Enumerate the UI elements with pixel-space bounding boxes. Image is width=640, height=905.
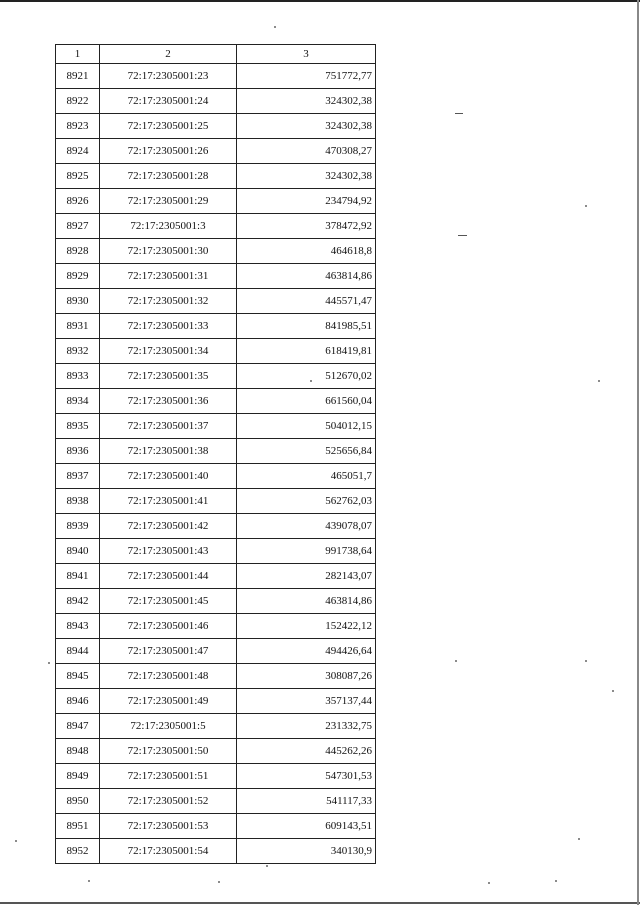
table-row xyxy=(56,239,376,264)
scan-speck xyxy=(598,380,600,382)
cadastral-number-cell: 72:17:2305001:53 xyxy=(100,814,237,839)
row-number-cell: 8943 xyxy=(56,614,100,639)
header-row xyxy=(56,45,376,64)
row-number-cell: 8933 xyxy=(56,364,100,389)
cadastral-value-cell: 470308,27 xyxy=(237,139,376,164)
row-number-cell: 8931 xyxy=(56,314,100,339)
scan-speck xyxy=(455,660,457,662)
table-row xyxy=(56,264,376,289)
cadastral-number-cell: 72:17:2305001:40 xyxy=(100,464,237,489)
table-row xyxy=(56,714,376,739)
table-row xyxy=(56,64,376,89)
row-number-cell: 8938 xyxy=(56,489,100,514)
cadastral-value-cell: 512670,02 xyxy=(237,364,376,389)
row-number-cell: 8927 xyxy=(56,214,100,239)
row-number-cell: 8944 xyxy=(56,639,100,664)
row-number-cell: 8923 xyxy=(56,114,100,139)
cadastral-number-cell: 72:17:2305001:34 xyxy=(100,339,237,364)
cadastral-value-cell: 324302,38 xyxy=(237,164,376,189)
page-top-edge xyxy=(0,0,640,2)
cadastral-value-table xyxy=(55,44,376,864)
cadastral-number-cell: 72:17:2305001:36 xyxy=(100,389,237,414)
table-row xyxy=(56,739,376,764)
scan-speck xyxy=(310,380,312,382)
column-header-1: 1 xyxy=(56,45,100,64)
cadastral-number-cell: 72:17:2305001:49 xyxy=(100,689,237,714)
table-row xyxy=(56,414,376,439)
cadastral-number-cell: 72:17:2305001:32 xyxy=(100,289,237,314)
cadastral-number-cell: 72:17:2305001:28 xyxy=(100,164,237,189)
cadastral-value-cell: 357137,44 xyxy=(237,689,376,714)
scan-speck xyxy=(88,880,90,882)
cadastral-value-cell: 324302,38 xyxy=(237,89,376,114)
table-row xyxy=(56,464,376,489)
scan-speck xyxy=(578,838,580,840)
table-row xyxy=(56,189,376,214)
cadastral-value-cell: 324302,38 xyxy=(237,114,376,139)
row-number-cell: 8934 xyxy=(56,389,100,414)
cadastral-number-cell: 72:17:2305001:42 xyxy=(100,514,237,539)
table-row xyxy=(56,539,376,564)
cadastral-number-cell: 72:17:2305001:45 xyxy=(100,589,237,614)
table-row xyxy=(56,164,376,189)
cadastral-number-cell: 72:17:2305001:3 xyxy=(100,214,237,239)
row-number-cell: 8932 xyxy=(56,339,100,364)
cadastral-number-cell: 72:17:2305001:50 xyxy=(100,739,237,764)
cadastral-number-cell: 72:17:2305001:29 xyxy=(100,189,237,214)
table-row xyxy=(56,639,376,664)
cadastral-value-cell: 152422,12 xyxy=(237,614,376,639)
cadastral-number-cell: 72:17:2305001:30 xyxy=(100,239,237,264)
cadastral-value-cell: 841985,51 xyxy=(237,314,376,339)
cadastral-number-cell: 72:17:2305001:25 xyxy=(100,114,237,139)
cadastral-number-cell: 72:17:2305001:24 xyxy=(100,89,237,114)
table-row xyxy=(56,364,376,389)
cadastral-value-cell: 308087,26 xyxy=(237,664,376,689)
table-row xyxy=(56,564,376,589)
cadastral-number-cell: 72:17:2305001:48 xyxy=(100,664,237,689)
row-number-cell: 8924 xyxy=(56,139,100,164)
cadastral-value-cell: 661560,04 xyxy=(237,389,376,414)
cadastral-value-cell: 541117,33 xyxy=(237,789,376,814)
row-number-cell: 8947 xyxy=(56,714,100,739)
scan-mark xyxy=(455,113,463,114)
cadastral-value-cell: 464618,8 xyxy=(237,239,376,264)
cadastral-number-cell: 72:17:2305001:54 xyxy=(100,839,237,864)
row-number-cell: 8940 xyxy=(56,539,100,564)
row-number-cell: 8951 xyxy=(56,814,100,839)
page-right-edge xyxy=(637,0,639,905)
row-number-cell: 8930 xyxy=(56,289,100,314)
scan-speck xyxy=(15,840,17,842)
row-number-cell: 8935 xyxy=(56,414,100,439)
row-number-cell: 8952 xyxy=(56,839,100,864)
cadastral-number-cell: 72:17:2305001:38 xyxy=(100,439,237,464)
cadastral-value-cell: 465051,7 xyxy=(237,464,376,489)
table-row xyxy=(56,214,376,239)
cadastral-value-cell: 609143,51 xyxy=(237,814,376,839)
table-row xyxy=(56,614,376,639)
row-number-cell: 8948 xyxy=(56,739,100,764)
table-row xyxy=(56,389,376,414)
cadastral-value-cell: 463814,86 xyxy=(237,264,376,289)
row-number-cell: 8936 xyxy=(56,439,100,464)
scan-mark xyxy=(458,235,467,236)
table-row xyxy=(56,664,376,689)
cadastral-number-cell: 72:17:2305001:41 xyxy=(100,489,237,514)
cadastral-value-cell: 439078,07 xyxy=(237,514,376,539)
cadastral-value-cell: 525656,84 xyxy=(237,439,376,464)
table-row xyxy=(56,789,376,814)
scan-speck xyxy=(266,865,268,867)
table-row xyxy=(56,514,376,539)
table-body xyxy=(56,64,376,864)
scan-speck xyxy=(218,881,220,883)
row-number-cell: 8929 xyxy=(56,264,100,289)
cadastral-number-cell: 72:17:2305001:23 xyxy=(100,64,237,89)
cadastral-value-cell: 445262,26 xyxy=(237,739,376,764)
row-number-cell: 8922 xyxy=(56,89,100,114)
cadastral-number-cell: 72:17:2305001:31 xyxy=(100,264,237,289)
table-row xyxy=(56,114,376,139)
cadastral-number-cell: 72:17:2305001:33 xyxy=(100,314,237,339)
cadastral-number-cell: 72:17:2305001:26 xyxy=(100,139,237,164)
row-number-cell: 8921 xyxy=(56,64,100,89)
table-row xyxy=(56,289,376,314)
cadastral-value-cell: 340130,9 xyxy=(237,839,376,864)
cadastral-value-cell: 991738,64 xyxy=(237,539,376,564)
row-number-cell: 8941 xyxy=(56,564,100,589)
scan-speck xyxy=(585,660,587,662)
table-row xyxy=(56,339,376,364)
row-number-cell: 8939 xyxy=(56,514,100,539)
cadastral-value-cell: 282143,07 xyxy=(237,564,376,589)
cadastral-value-cell: 547301,53 xyxy=(237,764,376,789)
cadastral-number-cell: 72:17:2305001:46 xyxy=(100,614,237,639)
cadastral-number-cell: 72:17:2305001:44 xyxy=(100,564,237,589)
cadastral-number-cell: 72:17:2305001:37 xyxy=(100,414,237,439)
cadastral-number-cell: 72:17:2305001:5 xyxy=(100,714,237,739)
row-number-cell: 8928 xyxy=(56,239,100,264)
column-header-3: 3 xyxy=(237,45,376,64)
cadastral-value-cell: 618419,81 xyxy=(237,339,376,364)
cadastral-value-cell: 231332,75 xyxy=(237,714,376,739)
row-number-cell: 8950 xyxy=(56,789,100,814)
cadastral-number-cell: 72:17:2305001:47 xyxy=(100,639,237,664)
table-row xyxy=(56,314,376,339)
table-row xyxy=(56,589,376,614)
cadastral-value-cell: 562762,03 xyxy=(237,489,376,514)
table-row xyxy=(56,839,376,864)
table-header xyxy=(56,45,376,64)
row-number-cell: 8937 xyxy=(56,464,100,489)
row-number-cell: 8945 xyxy=(56,664,100,689)
table-row xyxy=(56,139,376,164)
scan-speck xyxy=(612,690,614,692)
row-number-cell: 8926 xyxy=(56,189,100,214)
cadastral-value-cell: 751772,77 xyxy=(237,64,376,89)
table-row xyxy=(56,89,376,114)
cadastral-number-cell: 72:17:2305001:35 xyxy=(100,364,237,389)
row-number-cell: 8946 xyxy=(56,689,100,714)
table-row xyxy=(56,764,376,789)
cadastral-value-cell: 504012,15 xyxy=(237,414,376,439)
scan-speck xyxy=(585,205,587,207)
cadastral-number-cell: 72:17:2305001:52 xyxy=(100,789,237,814)
row-number-cell: 8949 xyxy=(56,764,100,789)
cadastral-value-cell: 494426,64 xyxy=(237,639,376,664)
cadastral-value-cell: 445571,47 xyxy=(237,289,376,314)
cadastral-number-cell: 72:17:2305001:51 xyxy=(100,764,237,789)
scan-speck xyxy=(555,880,557,882)
cadastral-value-cell: 234794,92 xyxy=(237,189,376,214)
table-row xyxy=(56,689,376,714)
cadastral-number-cell: 72:17:2305001:43 xyxy=(100,539,237,564)
row-number-cell: 8942 xyxy=(56,589,100,614)
row-number-cell: 8925 xyxy=(56,164,100,189)
page-bottom-edge xyxy=(0,902,640,904)
column-header-2: 2 xyxy=(100,45,237,64)
table-row xyxy=(56,439,376,464)
scan-speck xyxy=(488,882,490,884)
scan-speck xyxy=(48,662,50,664)
table-row xyxy=(56,489,376,514)
scan-speck xyxy=(274,26,276,28)
cadastral-value-cell: 378472,92 xyxy=(237,214,376,239)
table-row xyxy=(56,814,376,839)
cadastral-value-cell: 463814,86 xyxy=(237,589,376,614)
